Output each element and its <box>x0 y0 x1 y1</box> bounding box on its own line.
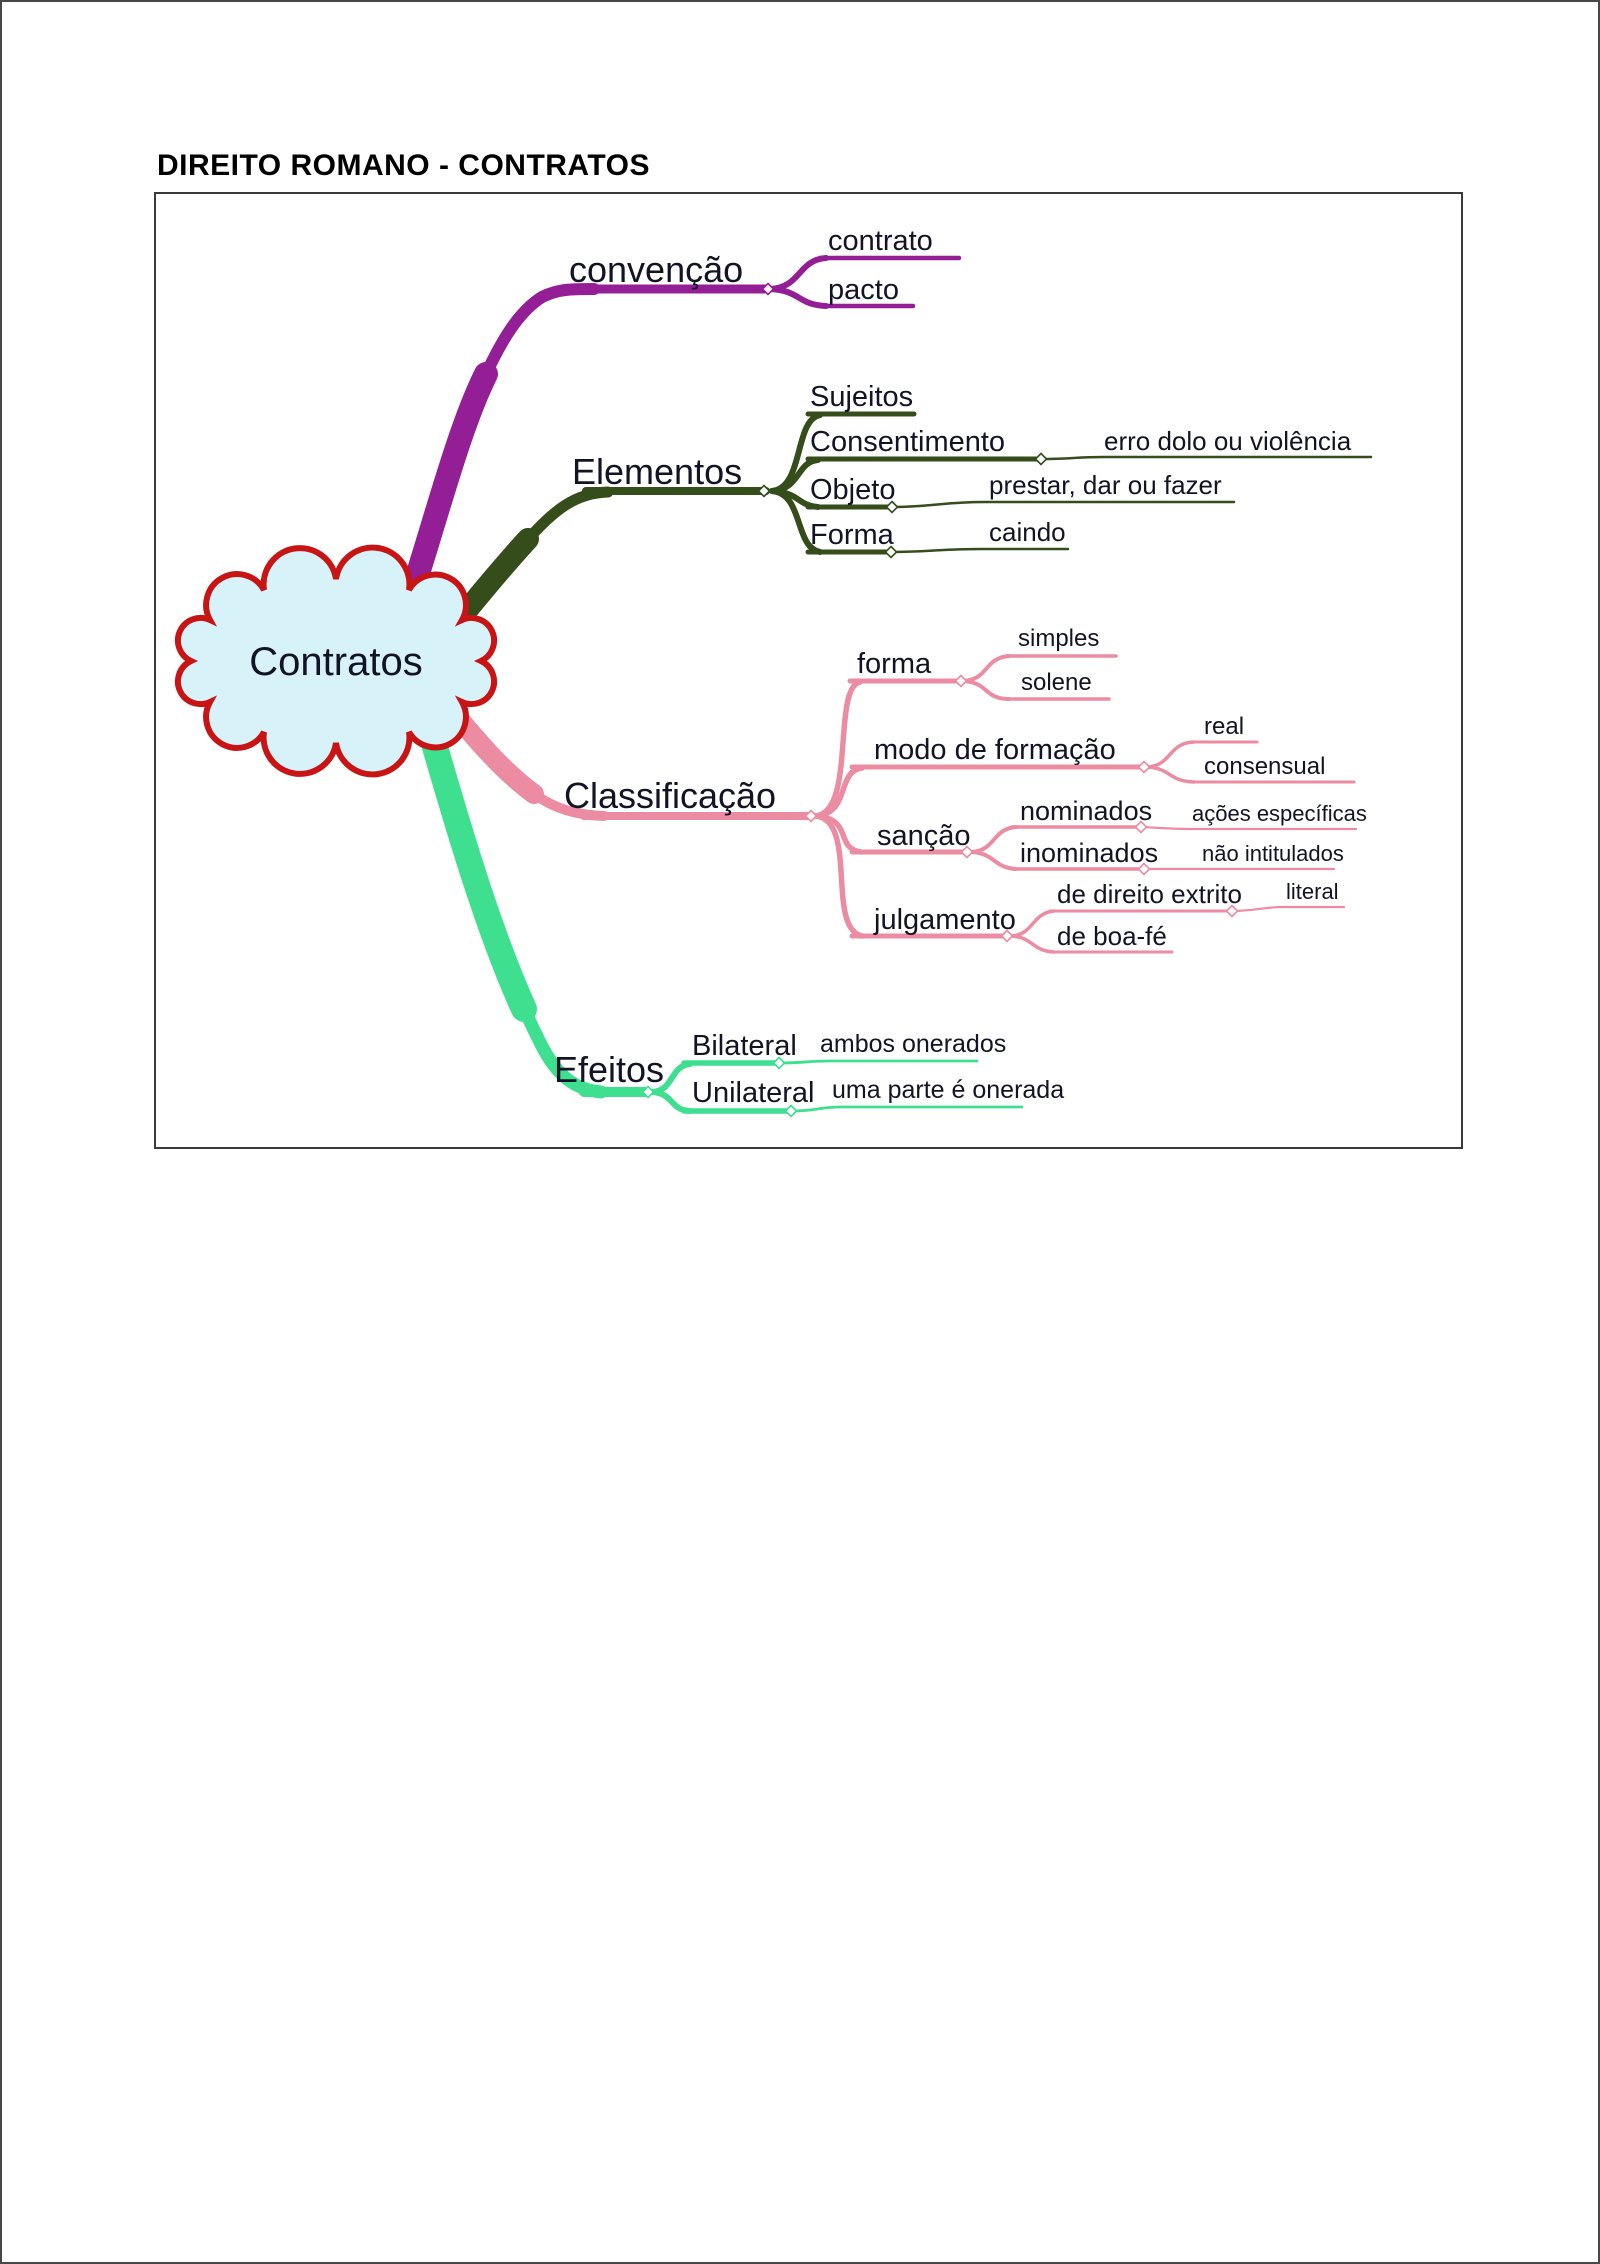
branch-line <box>892 502 1234 507</box>
node-convencao: convenção <box>569 249 744 290</box>
node-literal: literal <box>1286 879 1339 904</box>
node-solene: solene <box>1021 669 1092 696</box>
branch-fork <box>964 656 1009 681</box>
node-erro-dolo-ou-violencia: erro dolo ou violência <box>1104 426 1352 456</box>
branch-trunk <box>486 289 594 374</box>
node-forma-elementos: Forma <box>810 519 894 551</box>
branch-trunk <box>528 492 608 539</box>
node-nao-intitulados: não intitulados <box>1202 841 1344 866</box>
mindmap-frame <box>154 192 1463 1149</box>
branch-fork <box>1148 742 1194 767</box>
branch-trunk <box>424 709 524 1009</box>
node-julgamento: julgamento <box>874 904 1016 936</box>
node-sujeitos: Sujeitos <box>810 381 914 413</box>
node-contrato: contrato <box>828 225 933 257</box>
branch-fork <box>1148 767 1194 782</box>
branch-fork <box>771 258 826 289</box>
node-inominados: inominados <box>1020 838 1159 868</box>
branch-line <box>891 549 1068 552</box>
branch-line <box>1041 457 1371 459</box>
node-sancao: sanção <box>877 820 971 852</box>
node-uma-parte-e-onerada: uma parte é onerada <box>832 1076 1065 1104</box>
branch-line <box>779 1061 977 1063</box>
branch-fork <box>964 681 1009 699</box>
junction-diamonds <box>643 284 1238 1117</box>
branch-fork <box>653 1092 690 1111</box>
node-simples: simples <box>1018 625 1100 652</box>
page-title: DIREITO ROMANO - CONTRATOS <box>157 149 650 182</box>
node-consentimento: Consentimento <box>810 426 1006 458</box>
branch-line <box>791 1107 1022 1111</box>
node-forma-classificacao: forma <box>857 648 932 680</box>
branch-line <box>1232 907 1344 911</box>
node-de-direito-extrito: de direito extrito <box>1057 879 1242 909</box>
node-pacto: pacto <box>828 274 899 306</box>
root-node-label: Contratos <box>249 640 423 684</box>
node-labels <box>554 225 1367 1109</box>
node-real: real <box>1204 713 1245 740</box>
branch-line <box>1141 827 1356 829</box>
node-classificacao: Classificação <box>564 775 777 816</box>
node-nominados: nominados <box>1020 796 1153 826</box>
branch-fork <box>816 816 862 936</box>
node-acoes-especificas: ações específicas <box>1192 801 1367 826</box>
node-objeto: Objeto <box>810 474 896 506</box>
node-elementos: Elementos <box>572 451 743 492</box>
node-efeitos: Efeitos <box>554 1049 665 1090</box>
node-ambos-onerados: ambos onerados <box>820 1030 1007 1058</box>
junction-diamond <box>1036 454 1047 465</box>
branch-fork <box>972 827 1016 852</box>
node-modo-de-formacao: modo de formação <box>874 734 1116 766</box>
branch-fork <box>1012 911 1054 936</box>
node-bilateral: Bilateral <box>692 1030 797 1062</box>
node-caindo: caindo <box>989 517 1066 547</box>
mindmap-canvas <box>156 194 1461 1147</box>
branch-fork <box>771 289 826 306</box>
branch-fork <box>1012 936 1054 952</box>
junction-diamond <box>956 676 967 687</box>
node-prestar-dar-ou-fazer: prestar, dar ou fazer <box>989 470 1222 500</box>
branch-fork <box>972 852 1016 869</box>
junction-diamond <box>1139 762 1150 773</box>
node-unilateral: Unilateral <box>692 1077 815 1109</box>
node-consensual: consensual <box>1204 753 1326 780</box>
node-de-boa-fe: de boa-fé <box>1057 921 1167 951</box>
